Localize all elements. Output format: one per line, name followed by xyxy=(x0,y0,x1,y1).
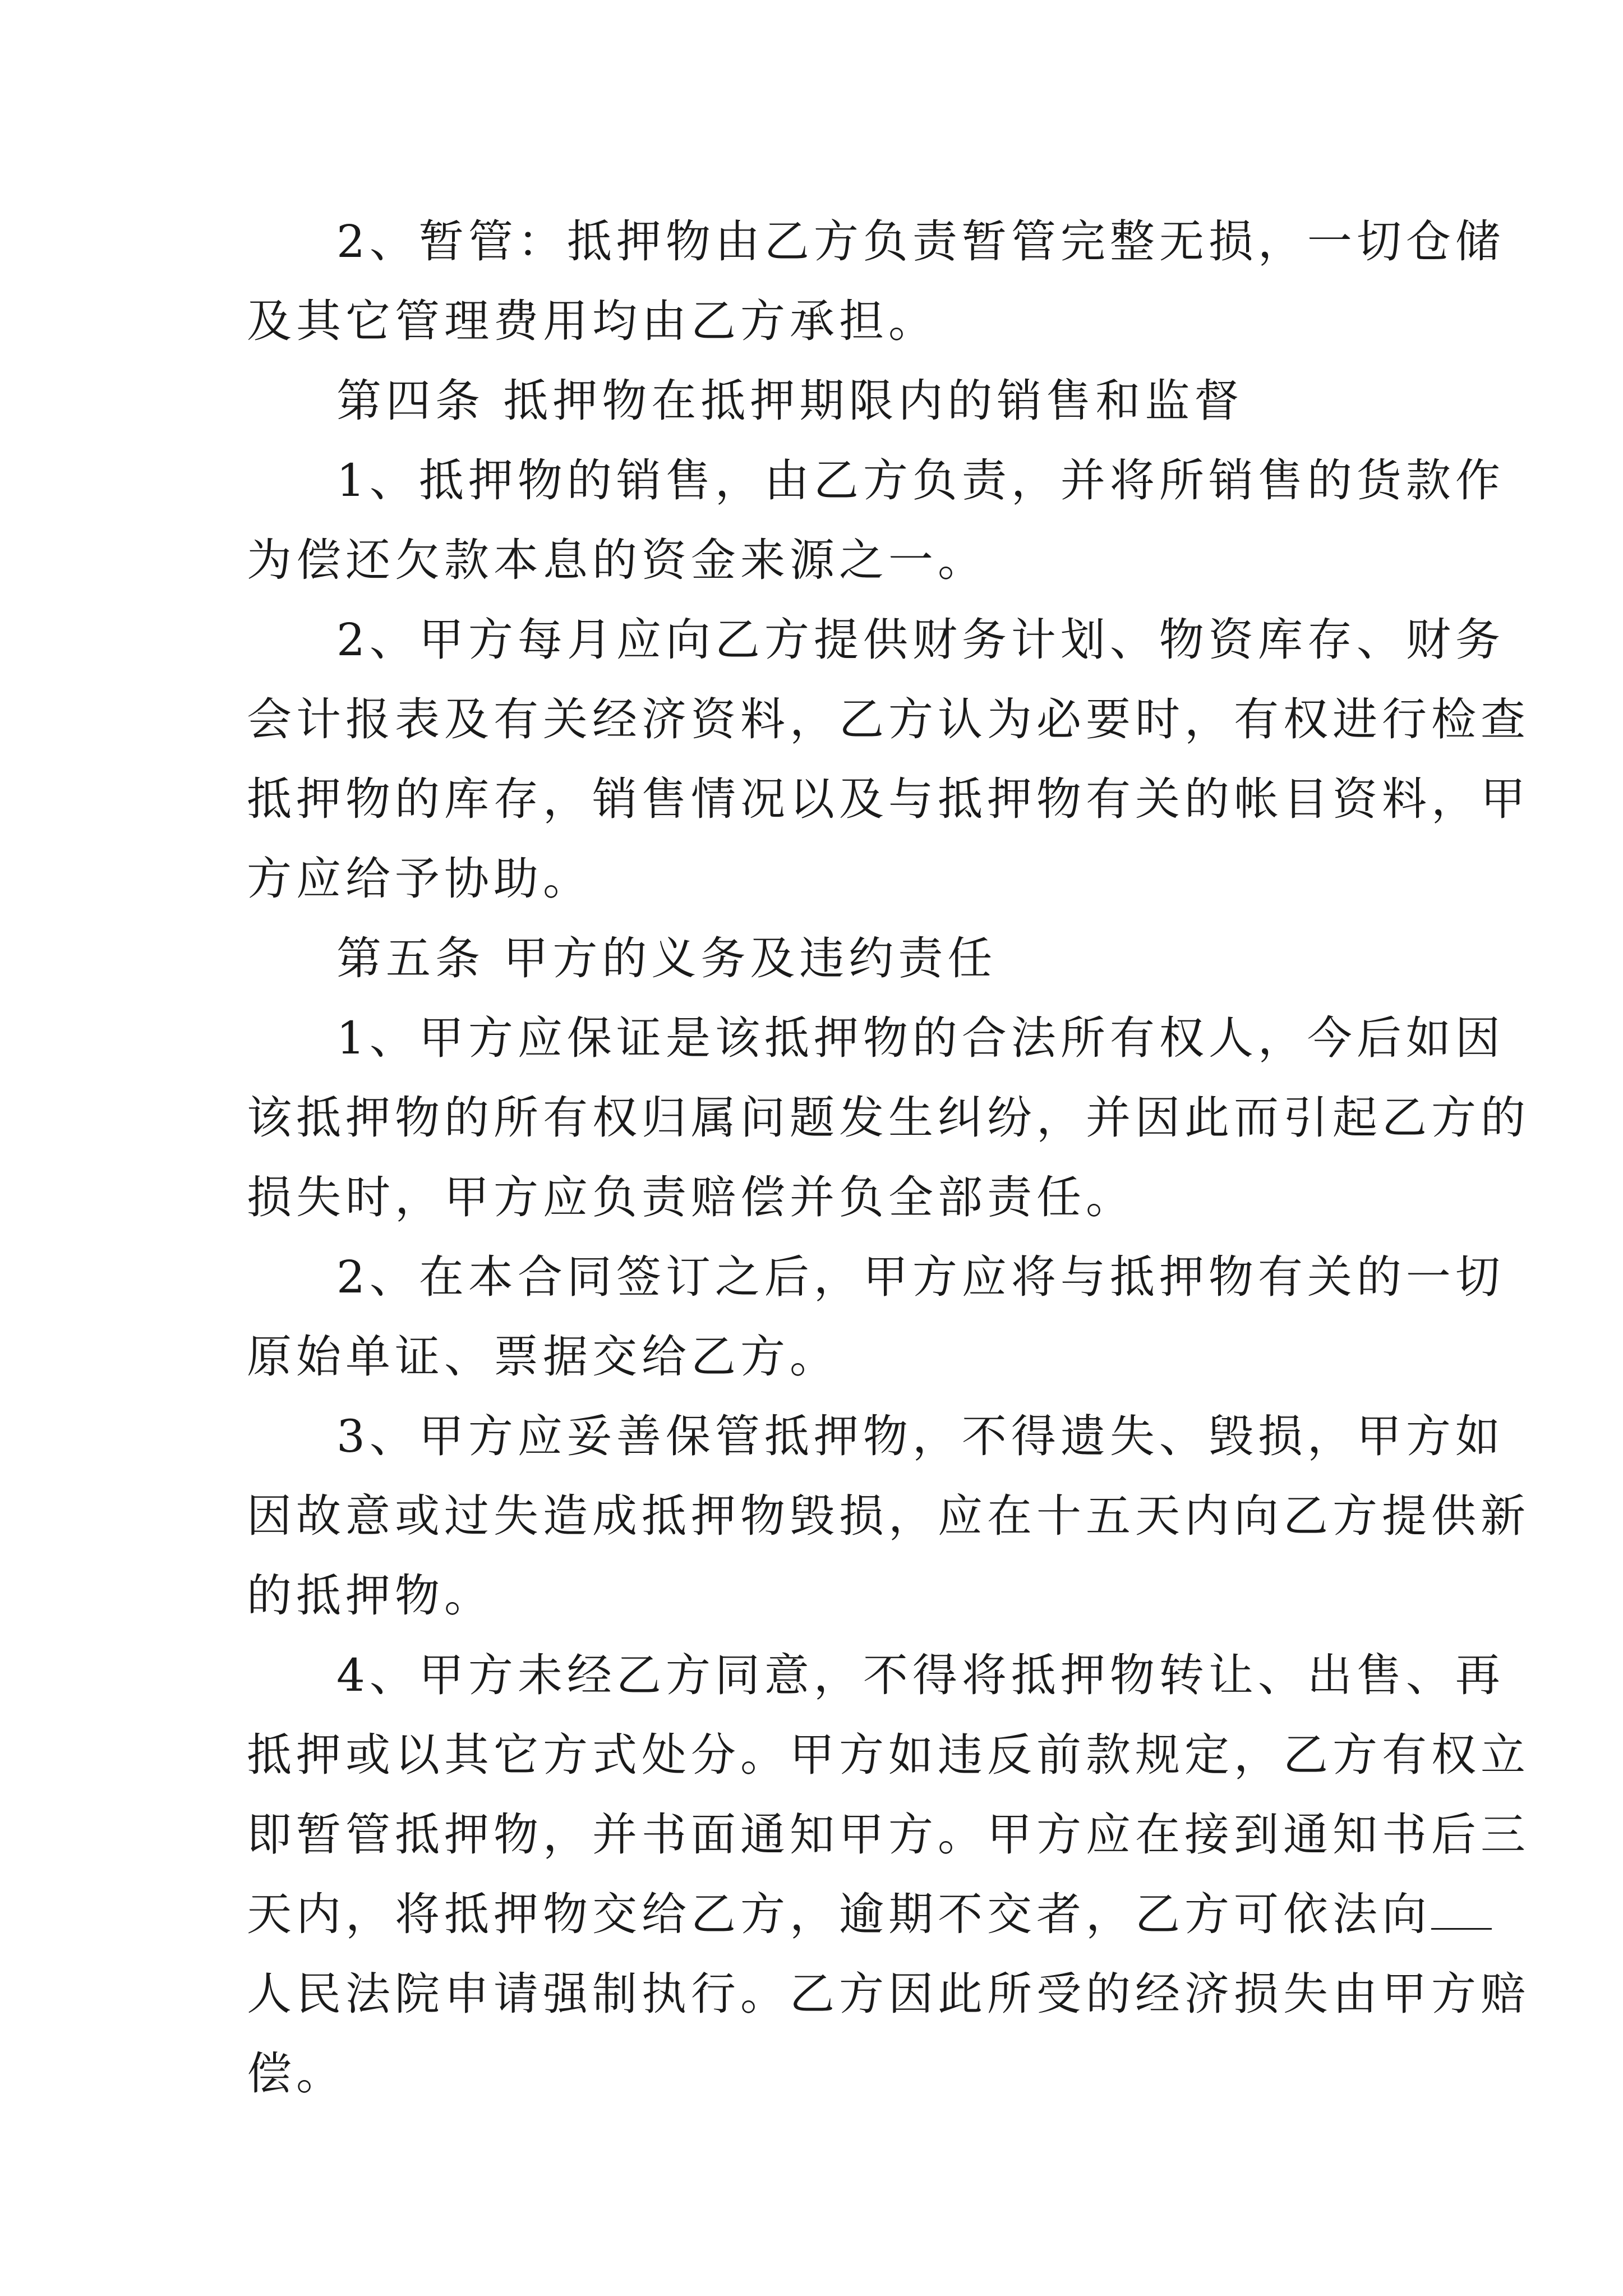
paragraph-line: 原始单证、票据交给乙方。 xyxy=(247,1331,839,1383)
paragraph-line: 该抵押物的所有权归属问题发生纠纷，并因此而引起乙方的 xyxy=(247,1092,1530,1144)
paragraph-line: 2、在本合同签订之后，甲方应将与抵押物有关的一切 xyxy=(336,1251,1505,1303)
paragraph-line: 为偿还欠款本息的资金来源之一。 xyxy=(247,534,987,586)
paragraph-line: 即暂管抵押物，并书面通知甲方。甲方应在接到通知书后三 xyxy=(247,1809,1530,1861)
section-heading: 第四条 抵押物在抵押期限内的销售和监督 xyxy=(336,375,1244,427)
paragraph-line: 4、甲方未经乙方同意，不得将抵押物转让、出售、再 xyxy=(336,1649,1505,1701)
paragraph-line-with-blank xyxy=(247,1875,1431,1954)
document-body xyxy=(247,202,1530,2114)
paragraph-line: 2、暂管：抵押物由乙方负责暂管完整无损，一切仓储 xyxy=(336,215,1505,268)
paragraph-line-text: 天内，将抵押物交给乙方，逾期不交者，乙方可依法向 xyxy=(247,1888,1431,1940)
paragraph-line: 会计报表及有关经济资料，乙方认为必要时，有权进行检查 xyxy=(247,693,1530,746)
paragraph-line: 损失时，甲方应负责赔偿并负全部责任。 xyxy=(247,1171,1135,1223)
paragraph-line: 的抵押物。 xyxy=(247,1570,494,1622)
paragraph-line: 1、甲方应保证是该抵押物的合法所有权人，今后如因 xyxy=(336,1012,1505,1064)
paragraph-line: 3、甲方应妥善保管抵押物，不得遗失、毁损，甲方如 xyxy=(336,1410,1505,1462)
paragraph-line: 偿。 xyxy=(247,2047,345,2100)
paragraph-line: 抵押物的库存，销售情况以及与抵押物有关的帐目资料，甲 xyxy=(247,773,1530,825)
paragraph-line: 因故意或过失造成抵押物毁损，应在十五天内向乙方提供新 xyxy=(247,1490,1530,1542)
section-heading: 第五条 甲方的义务及违约责任 xyxy=(336,932,997,984)
paragraph-line: 及其它管理费用均由乙方承担。 xyxy=(247,295,938,347)
paragraph-line: 1、抵押物的销售，由乙方负责，并将所销售的货款作 xyxy=(336,454,1505,507)
paragraph-line: 抵押或以其它方式处分。甲方如违反前款规定，乙方有权立 xyxy=(247,1729,1530,1781)
paragraph-line: 人民法院申请强制执行。乙方因此所受的经济损失由甲方赔 xyxy=(247,1968,1530,2020)
paragraph-line: 方应给予协助。 xyxy=(247,853,592,905)
paragraph-line: 2、甲方每月应向乙方提供财务计划、物资库存、财务 xyxy=(336,614,1505,666)
fill-in-blank xyxy=(1431,1891,1492,1930)
